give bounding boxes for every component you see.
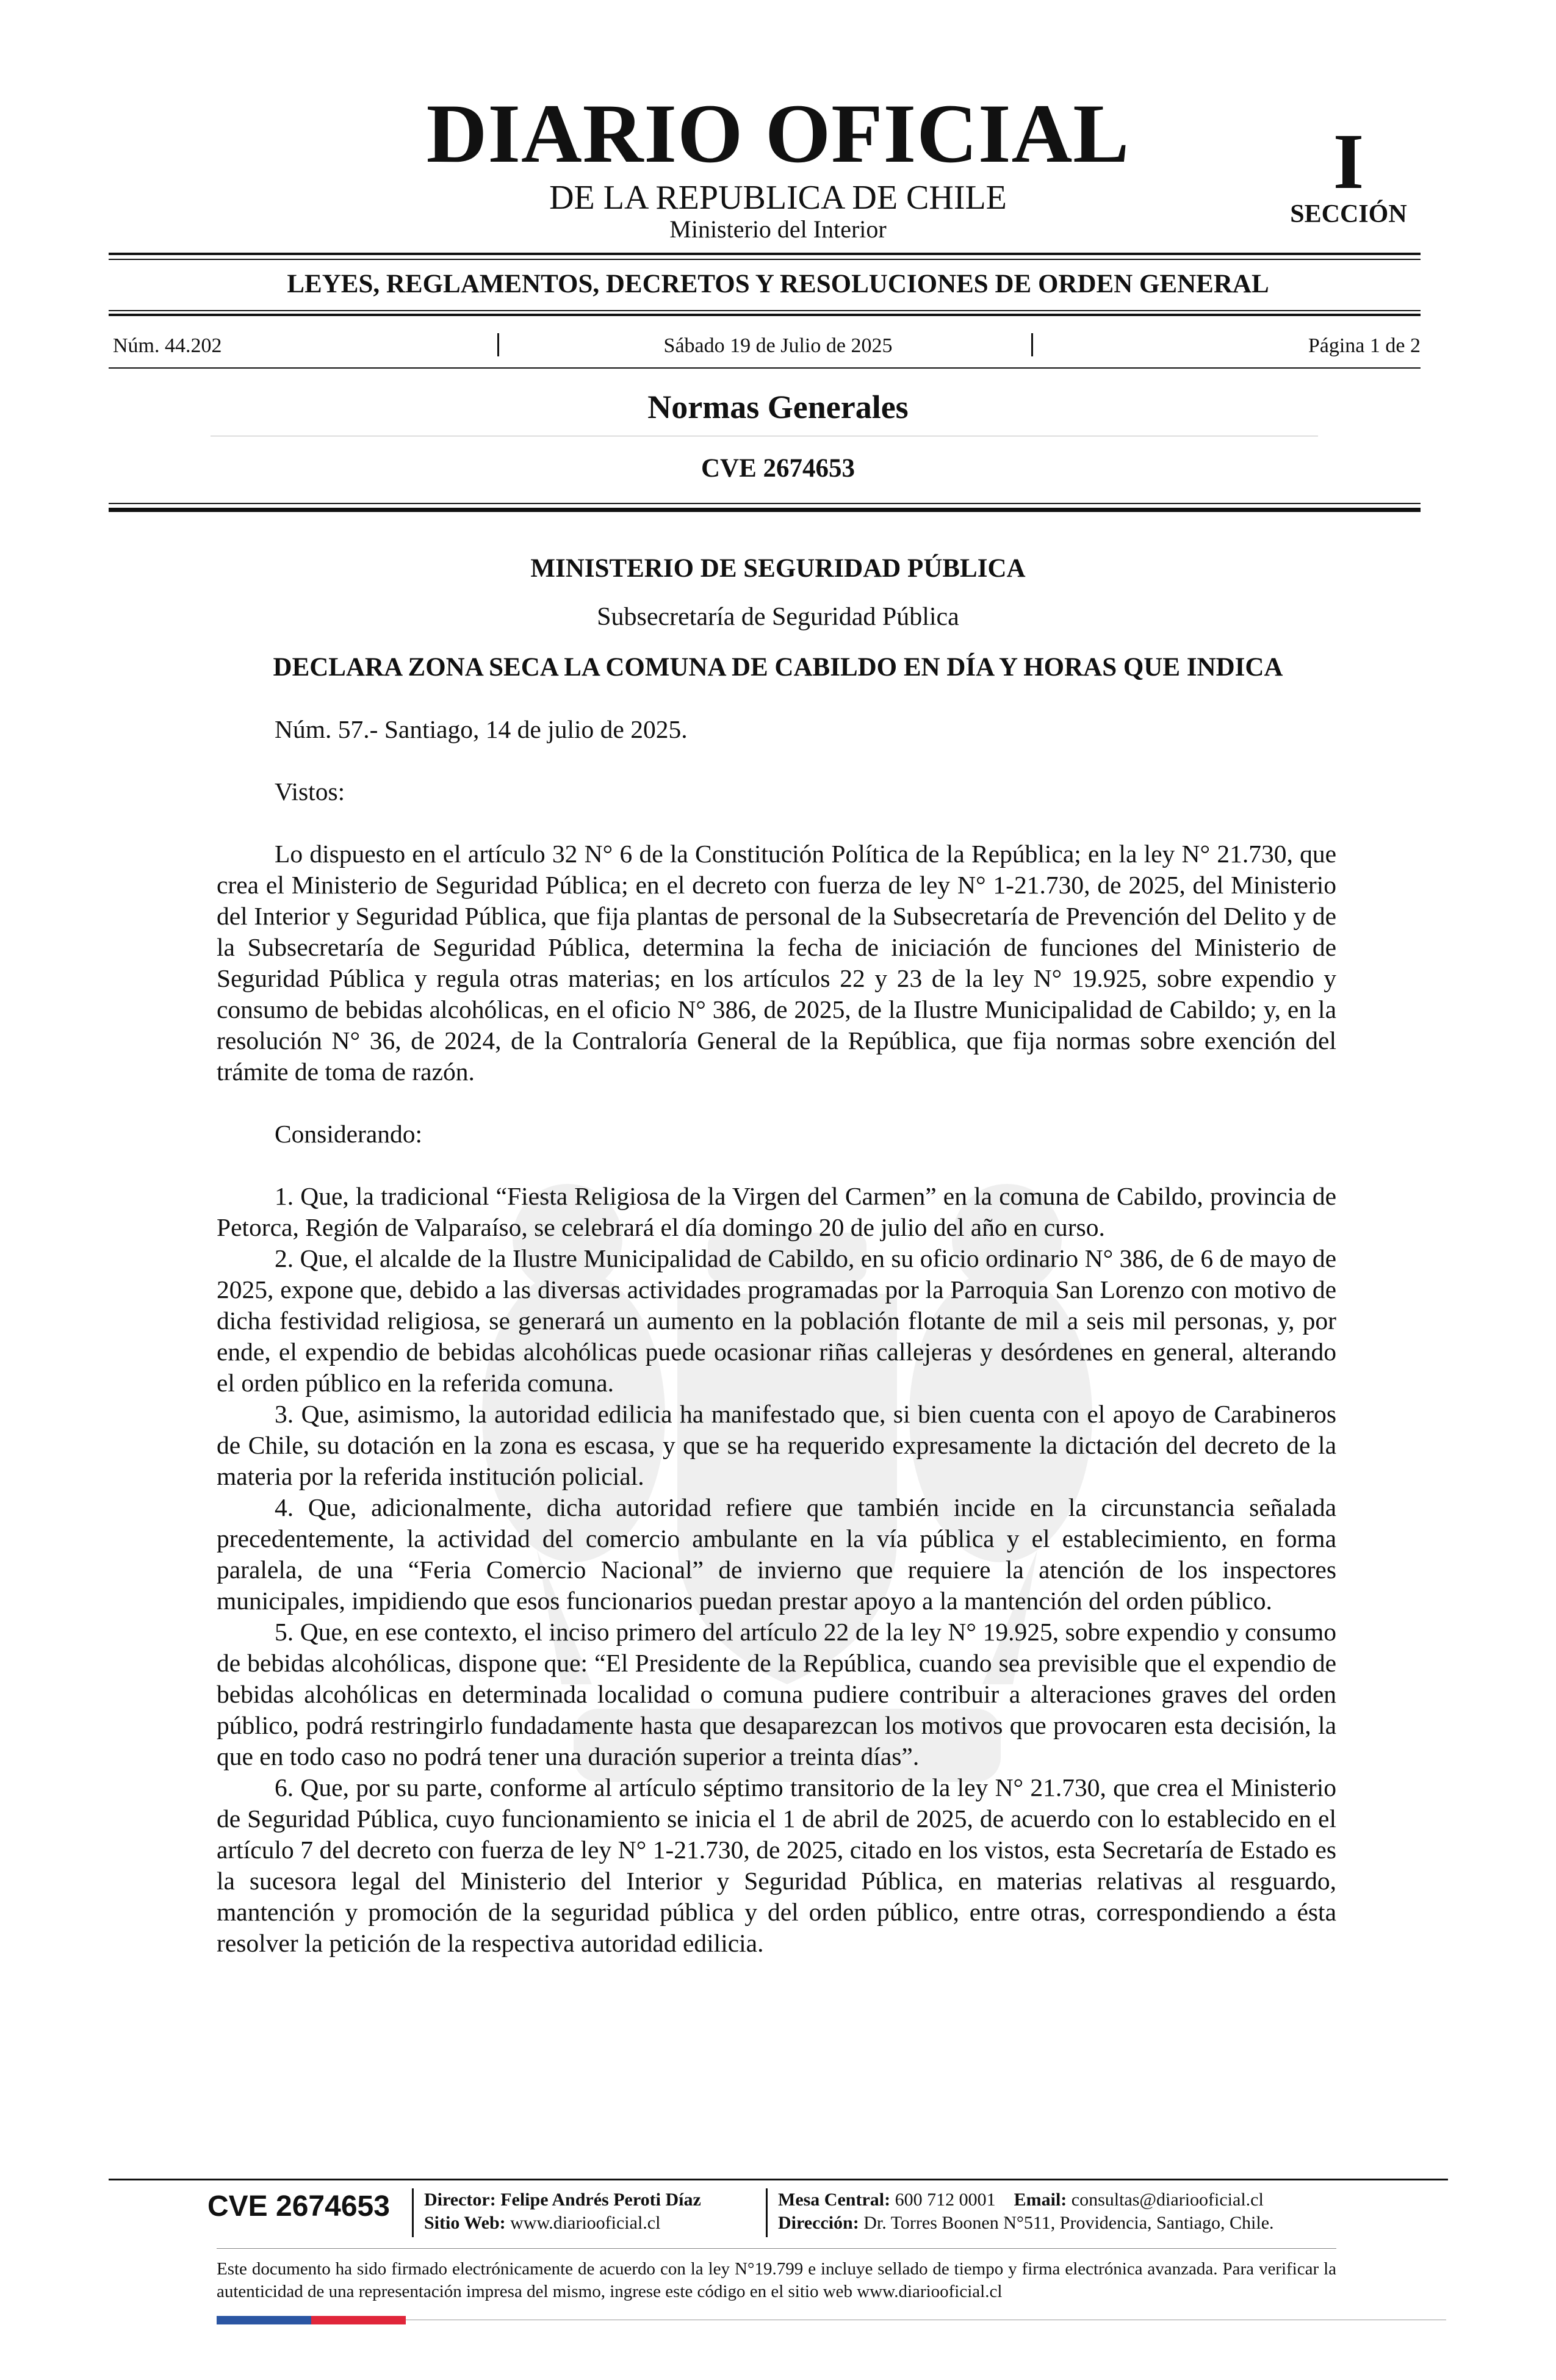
email-link[interactable]: consultas@diariooficial.cl <box>1071 2190 1264 2210</box>
director-name: Felipe Andrés Peroti Díaz <box>500 2190 701 2210</box>
issue-number: Núm. 44.202 <box>113 334 222 357</box>
considerando-label: Considerando: <box>275 1120 423 1148</box>
cve-code: CVE 2674653 <box>701 454 855 483</box>
ministry-name: MINISTERIO DE SEGURIDAD PÚBLICA <box>530 554 1026 583</box>
flag-bar-blue <box>217 2316 311 2324</box>
info-rule <box>109 367 1421 369</box>
header-rule-mid-thick <box>109 314 1421 316</box>
address-value: Dr. Torres Boonen N°511, Providencia, Santiago, Chile. <box>863 2213 1274 2233</box>
site-label: Sitio Web: <box>424 2213 506 2233</box>
considerando-item: 2. Que, el alcalde de la Ilustre Municipalidad de Cabildo, en su oficio ordinario N° 386, de 6 de mayo de 2025, expone que, debido a las diversas actividades programadas por la Parroquia San Lorenzo con motivo de dicha festividad religiosa, se generará un aumento en la población flotante de mil a seis mil personas, y, por ende, el expendio de bebidas alcohólicas puede ocasionar riñas callejeras y desórdenes en general, alterando el orden público en la referida comuna. <box>217 1244 1336 1397</box>
masthead-title: DIARIO OFICIAL <box>426 87 1130 180</box>
mesa-phone: 600 712 0001 <box>895 2190 996 2210</box>
footer-divider <box>412 2188 414 2237</box>
considerando-item: 3. Que, asimismo, la autoridad edilicia ha manifestado que, si bien cuenta con el apoyo de Carabineros de Chile, su dotación en la zona es escasa, y que se ha requerido expresamente la dictación del decreto de la materia por la referida institución policial. <box>217 1400 1336 1490</box>
cve-rule-thin <box>109 503 1421 504</box>
section-numeral: I <box>1333 118 1364 206</box>
masthead-subtitle: DE LA REPUBLICA DE CHILE <box>549 179 1007 217</box>
footer-contact-block <box>778 2188 1274 2235</box>
address-label: Dirección: <box>778 2213 859 2233</box>
footer-rule <box>109 2179 1448 2180</box>
vistos-text: Lo dispuesto en el artículo 32 N° 6 de la Constitución Política de la República; en la ley N° 21.730, que crea el Ministerio de Seguridad Pública; en el decreto con fuerza de ley N° 1-21.730, de 2025, del Ministerio del Interior y Seguridad Pública, que fija plantas de personal de la Subsecretaría de Prevención del Delito y de la Subsecretaría de Seguridad Pública, determina la fecha de iniciación de funciones del Ministerio de Seguridad Pública y regula otras materias; en los artículos 22 y 23 de la ley N° 19.925, sobre expendio y consumo de bebidas alcohólicas, en el oficio N° 386, de 2025, de la Ilustre Municipalidad de Cabildo; y, en la resolución N° 36, de 2024, de la Contraloría General de la República, que fija normas sobre exención del trámite de toma de razón. <box>217 840 1336 1086</box>
header-rule-mid-thin <box>109 310 1421 311</box>
signature-note: Este documento ha sido firmado electrónicamente de acuerdo con la ley N°19.799 e incluye sellado de tiempo y firma electrónica avanzada. Para verificar la autenticidad de una representación impresa del mismo, ingrese este código en el sitio web www.diariooficial.cl <box>217 2259 1336 2301</box>
considerando-item: 6. Que, por su parte, conforme al artículo séptimo transitorio de la ley N° 21.730, que crea el Ministerio de Seguridad Pública, cuyo funcionamiento se inicia el 1 de abril de 2025, de acuerdo con lo establecido en el artículo 7 del decreto con fuerza de ley N° 1-21.730, de 2025, citado en los vistos, esta Secretaría de Estado es la sucesora legal del Ministerio del Interior y Seguridad Pública, en materias relativas al resguardo, mantención y promoción de la seguridad pública y del orden público, entre otras, correspondiendo a ésta resolver la petición de la respectiva autoridad edilicia. <box>217 1773 1336 1957</box>
footer-rule-inner <box>217 2248 1336 2249</box>
footer-director-block <box>424 2188 701 2235</box>
site-link[interactable]: www.diariooficial.cl <box>510 2213 661 2233</box>
section-label: SECCIÓN <box>1290 200 1407 228</box>
director-label: Director: <box>424 2190 496 2210</box>
flag-bar-red <box>311 2316 406 2324</box>
decree-number: Núm. 57.- Santiago, 14 de julio de 2025. <box>275 715 688 743</box>
footer-divider <box>766 2188 768 2237</box>
subsecretaria: Subsecretaría de Seguridad Pública <box>597 603 959 631</box>
email-label: Email: <box>1014 2190 1067 2210</box>
band-title: LEYES, REGLAMENTOS, DECRETOS Y RESOLUCIONES DE ORDEN GENERAL <box>287 270 1269 298</box>
vistos-label: Vistos: <box>275 777 345 806</box>
decree-body <box>217 714 1336 1959</box>
considerando-item: 1. Que, la tradicional “Fiesta Religiosa de la Virgen del Carmen” en la comuna de Cabildo, provincia de Petorca, Región de Valparaíso, se celebrará el día domingo 20 de julio del año en curso. <box>217 1182 1336 1241</box>
mesa-label: Mesa Central: <box>778 2190 891 2210</box>
page-indicator: Página 1 de 2 <box>1308 334 1421 357</box>
considerando-item: 5. Que, en ese contexto, el inciso primero del artículo 22 de la ley N° 19.925, sobre expendio y consumo de bebidas alcohólicas, dispone que: “El Presidente de la República, cuando sea previsible que el expendio de bebidas alcohólicas en determinada localidad o comuna pudiere contribuir a alteraciones graves del orden público, podrá restringirlo fundadamente hasta que desaparezcan los motivos que provocaren esta decisión, la que en todo caso no podrá tener una duración superior a treinta días”. <box>217 1618 1336 1770</box>
info-separator <box>1031 333 1033 356</box>
header-rule-top-thick <box>109 253 1421 255</box>
masthead-ministry: Ministerio del Interior <box>669 215 887 243</box>
issue-date: Sábado 19 de Julio de 2025 <box>663 334 893 357</box>
decree-title: DECLARA ZONA SECA LA COMUNA DE CABILDO EN DÍA Y HORAS QUE INDICA <box>273 653 1283 682</box>
cve-rule-thick <box>109 508 1421 512</box>
considerando-item: 4. Que, adicionalmente, dicha autoridad refiere que también incide en la circunstancia señalada precedentemente, la actividad del comercio ambulante en la vía pública y el establecimiento, en forma paralela, de una “Feria Comercio Nacional” de invierno que requiere la atención de los inspectores municipales, impidiendo que esos funcionarios puedan prestar apoyo a la mantención del orden público. <box>217 1493 1336 1615</box>
norms-title: Normas Generales <box>647 389 909 425</box>
footer-cve-code: CVE 2674653 <box>207 2190 390 2223</box>
header-rule-top-thin <box>109 259 1421 260</box>
